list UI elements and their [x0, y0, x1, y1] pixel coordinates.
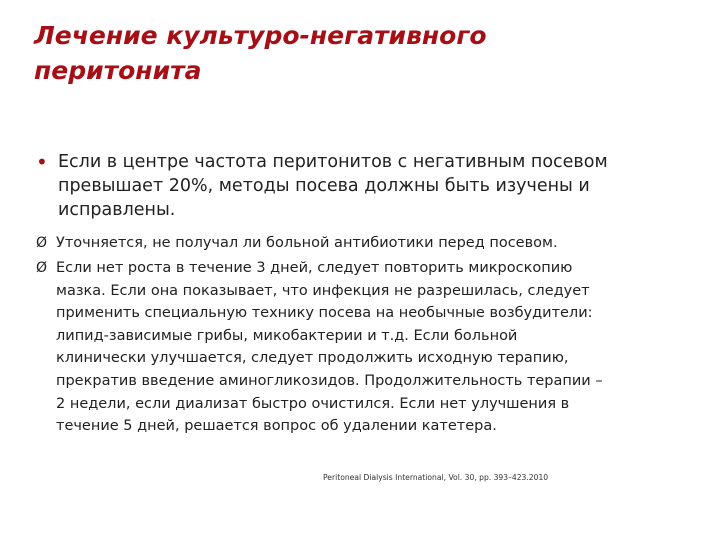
sub-bullet-line: прекратив введение аминогликозидов. Продолжительность терапии – — [56, 372, 603, 389]
main-bullet-line: исправлены. — [58, 200, 176, 220]
sub-bullet-line: липид-зависимые грибы, микобактерии и т.д. Если больной — [56, 327, 518, 344]
sub-bullet-line: клинически улучшается, следует продолжить исходную терапию, — [56, 350, 569, 367]
sub-bullet-line: течение 5 дней, решается вопрос об удалении катетера. — [56, 418, 497, 435]
sub-bullet-line: 2 недели, если диализат быстро очистился. Если нет улучшения в — [56, 395, 570, 412]
main-bullet — [36, 150, 676, 222]
slide-title — [34, 18, 674, 88]
arrow-bullet-icon: Ø — [36, 235, 48, 251]
title-line-2: перитонита — [34, 56, 202, 85]
arrow-bullet-icon: Ø — [36, 260, 48, 276]
bullet-dot-icon: • — [36, 150, 48, 174]
sub-bullet-no-growth — [36, 257, 676, 438]
sub-bullet-line: мазка. Если она показывает, что инфекция не разрешилась, следует — [56, 282, 590, 299]
title-line-1: Лечение культуро-негативного — [34, 21, 487, 50]
main-bullet-line: превышает 20%, методы посева должны быть изучены и — [58, 176, 590, 196]
sub-bullet-line: применить специальную технику посева на необычные возбудители: — [56, 305, 593, 322]
main-bullet-line: Если в центре частота перитонитов с негативным посевом — [58, 152, 608, 172]
sub-bullet-line: Если нет роста в течение 3 дней, следует повторить микроскопию — [56, 260, 573, 276]
citation: Peritoneal Dialysis International, Vol. 30, pp. 393–423.2010 — [323, 473, 549, 482]
sub-bullet-line: Уточняется, не получал ли больной антибиотики перед посевом. — [56, 235, 558, 251]
sub-bullet-antibiotics — [36, 232, 676, 255]
